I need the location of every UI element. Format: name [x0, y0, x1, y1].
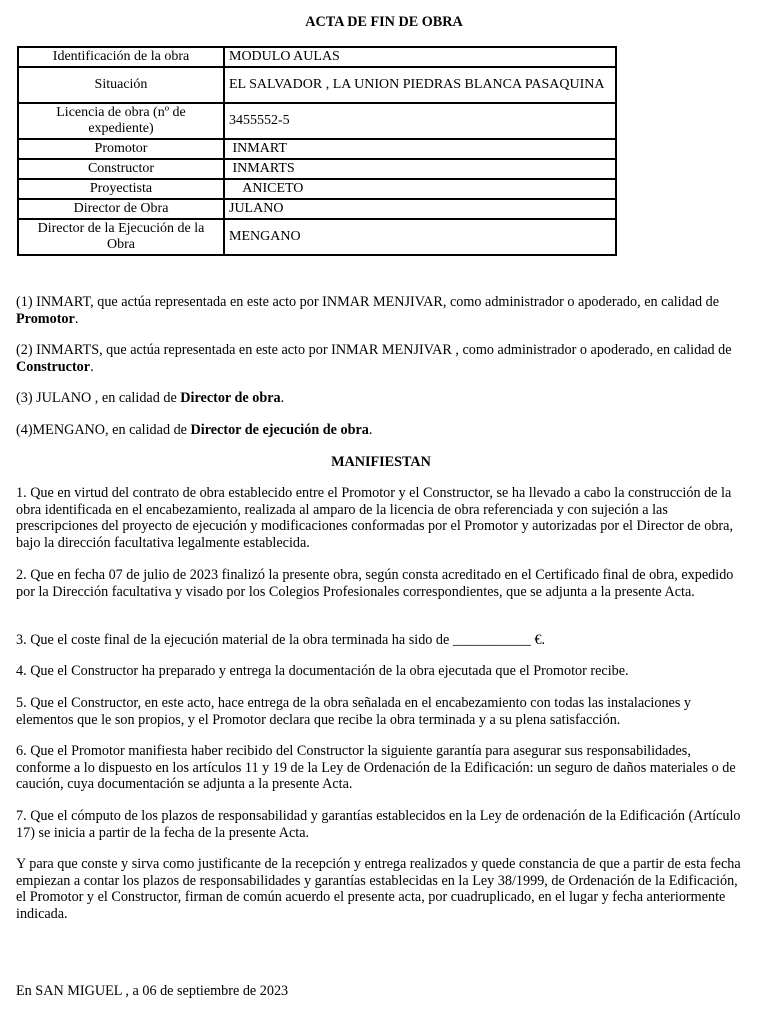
row-label: Identificación de la obra	[18, 47, 224, 67]
item-6: 6. Que el Promotor manifiesta haber recibido del Constructor la siguiente garantía para asegurar sus responsabilidades, conforme a lo dispuesto en los artículos 11 y 19 de la Ley de Ordenación de la Edificación: un seguro de daños materiales o de caución, cuya documentación se adjunta a la presente Acta.	[16, 743, 736, 792]
row-value: JULANO	[224, 199, 616, 219]
item-7: 7. Que el cómputo de los plazos de responsabilidad y garantías establecidos en la Ley de ordenación de la Edificación (Artículo 17) se inicia a partir de la fecha de la presente Acta.	[16, 808, 741, 841]
project-info-table	[17, 46, 617, 256]
table-row	[18, 103, 616, 139]
table-row	[18, 219, 616, 255]
party-director-ejecucion: (4)MENGANO, en calidad de Director de ejecución de obra.	[16, 422, 373, 438]
table-row	[18, 67, 616, 103]
row-label: Situación	[18, 67, 224, 103]
table-row	[18, 179, 616, 199]
table-row	[18, 199, 616, 219]
row-value: MENGANO	[224, 219, 616, 255]
table-row	[18, 47, 616, 67]
item-4: 4. Que el Constructor ha preparado y entrega la documentación de la obra ejecutada que el Promotor recibe.	[16, 663, 629, 679]
row-value: 3455552-5	[224, 103, 616, 139]
row-label: Director de la Ejecución de la Obra	[18, 219, 224, 255]
table-row	[18, 159, 616, 179]
section-heading: MANIFIESTAN	[331, 454, 431, 470]
row-value: INMARTS	[224, 159, 616, 179]
row-value: INMART	[224, 139, 616, 159]
party-director-obra: (3) JULANO , en calidad de Director de obra.	[16, 390, 285, 406]
item-5: 5. Que el Constructor, en este acto, hace entrega de la obra señalada en el encabezamiento con todas las instalaciones y elementos que le son propios, y el Promotor declara que recibe la obra terminada y a su plena satisfacción.	[16, 695, 692, 728]
item-1: 1. Que en virtud del contrato de obra establecido entre el Promotor y el Constructor, se ha llevado a cabo la construcción de la obra identificada en el encabezamiento, realizada al amparo de la licencia de obra referenciada y con sujeción a las prescripciones del proyecto de ejecución y modificaciones conformadas por el Promotor y autorizadas por el Director de obra, bajo la dirección facultativa legalmente establecida.	[16, 485, 733, 551]
party-constructor: (2) INMARTS, que actúa representada en este acto por INMAR MENJIVAR , como administrador o apoderado, en calidad de Constructor.	[16, 342, 732, 375]
row-value: ANICETO	[224, 179, 616, 199]
row-value: EL SALVADOR , LA UNION PIEDRAS BLANCA PASAQUINA	[224, 67, 616, 103]
row-label: Proyectista	[18, 179, 224, 199]
document-title: ACTA DE FIN DE OBRA	[305, 14, 463, 30]
party-promotor: (1) INMART, que actúa representada en este acto por INMAR MENJIVAR, como administrador o apoderado, en calidad de Promotor.	[16, 294, 720, 327]
row-label: Licencia de obra (nº de expediente)	[18, 103, 224, 139]
row-label: Constructor	[18, 159, 224, 179]
row-label: Promotor	[18, 139, 224, 159]
row-value: MODULO AULAS	[224, 47, 616, 67]
table-row	[18, 139, 616, 159]
item-2: 2. Que en fecha 07 de julio de 2023 finalizó la presente obra, según consta acreditado en el Certificado final de obra, expedido por la Dirección facultativa y visado por los Colegios Profesionales correspondientes, que se adjunta a la presente Acta.	[16, 567, 734, 600]
row-label: Director de Obra	[18, 199, 224, 219]
item-3: 3. Que el coste final de la ejecución material de la obra terminada ha sido de ___________ €.	[16, 632, 546, 648]
closing-paragraph: Y para que conste y sirva como justificante de la recepción y entrega realizados y quede constancia de que a partir de esta fecha empiezan a contar los plazos de responsabilidades y garantías establecidas en la Ley 38/1999, de Ordenación de la Edificación, el Promotor y el Constructor, firman de común acuerdo el presente acta, por cuadruplicado, en el lugar y fecha anteriormente indicada.	[16, 856, 741, 922]
signature-place-date: En SAN MIGUEL , a 06 de septiembre de 2023	[16, 983, 289, 999]
